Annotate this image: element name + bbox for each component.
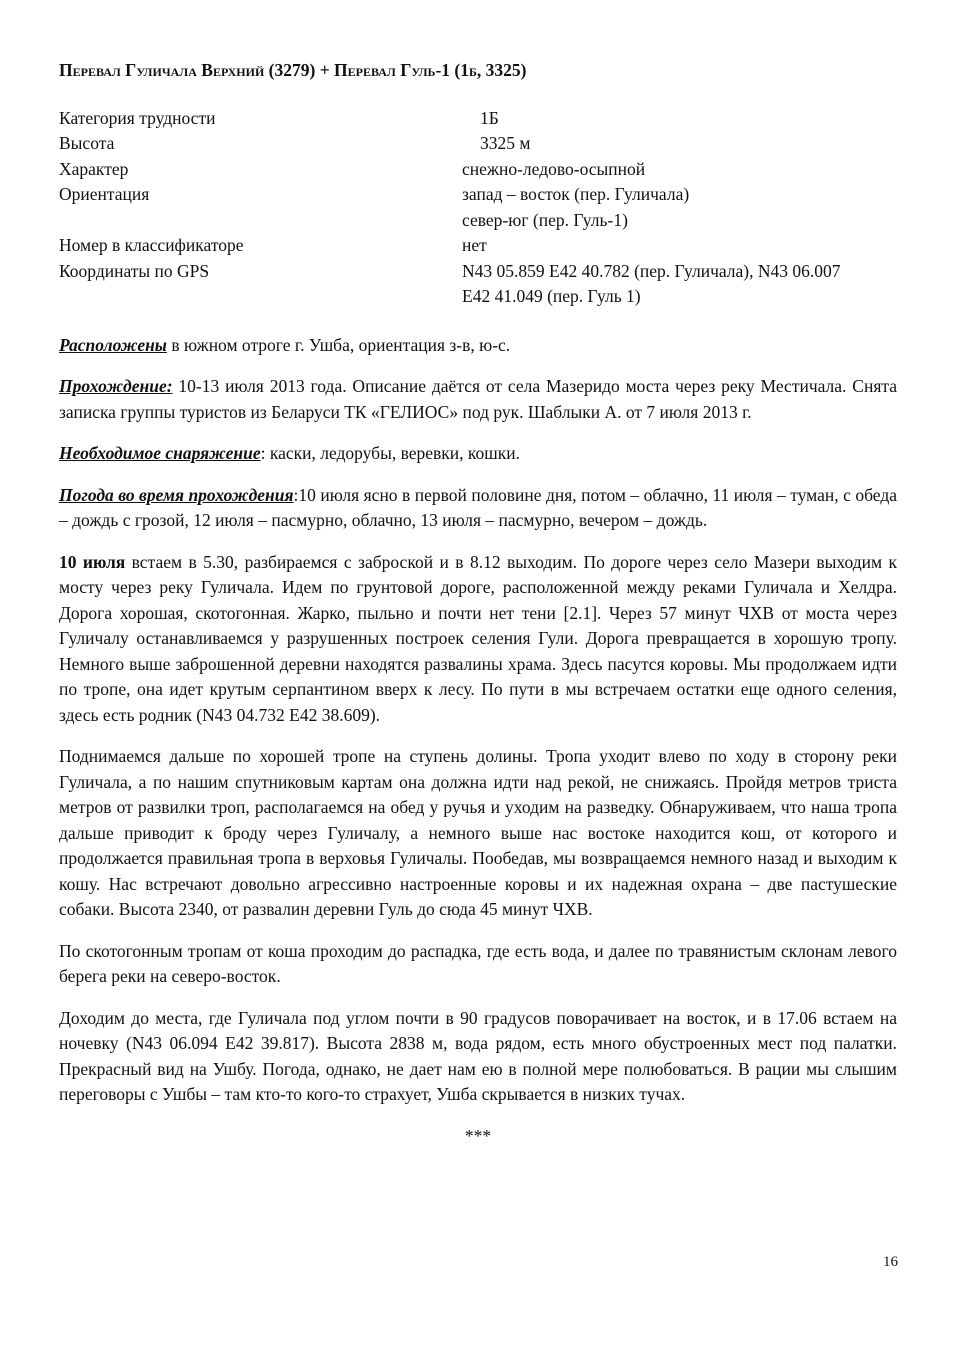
property-row	[59, 259, 897, 310]
body-paragraph: Доходим до места, где Гуличала под углом почти в 90 градусов поворачивает на восток, и в 17.06 встаем на ночевку (N43 06.094 E42 39.817). Высота 2838 м, вода рядом, есть много обустроенных мест под палатки. Прекрасный вид на Ушбу. Погода, однако, не дает нам ею в полной мере полюбоваться. В рации мы слышим переговоры с Ушбы – там кто-то кого-то страхует, Ушба скрывается в низких тучах.	[59, 1007, 897, 1104]
property-row	[59, 182, 897, 233]
passage-paragraph	[59, 374, 897, 425]
passage-heading-colon: :	[166, 376, 173, 396]
equipment-heading: Необходимое снаряжение	[59, 443, 261, 463]
day-paragraph	[59, 550, 897, 729]
property-value	[462, 259, 897, 310]
body-paragraph: По скотогонным тропам от коша проходим до распадка, где есть вода, и далее по травянистым склонам левого берега реки на северо-восток.	[59, 940, 897, 986]
document-body	[59, 58, 897, 1149]
section-separator: ***	[464, 1125, 492, 1146]
property-value	[462, 182, 897, 233]
properties-table	[59, 106, 897, 310]
location-text: в южном отроге г. Ушба, ориентация з-в, ю-с.	[166, 334, 511, 355]
property-value-line: снежно-ледово-осыпной	[462, 158, 646, 179]
property-label: Характер	[59, 158, 129, 179]
property-value	[462, 233, 897, 259]
property-label: Координаты по GPS	[59, 260, 210, 281]
location-paragraph	[59, 333, 897, 359]
property-label: Ориентация	[59, 184, 150, 204]
property-row	[59, 131, 897, 157]
property-row	[59, 233, 897, 259]
equipment-paragraph	[59, 441, 897, 467]
property-value-line: 1Б	[480, 107, 499, 128]
property-value-line: N43 05.859 E42 40.782 (пер. Гуличала), N43 06.007	[462, 260, 841, 281]
property-value-line: 3325 м	[480, 133, 531, 153]
property-value-line: запад – восток (пер. Гуличала)	[462, 184, 690, 204]
document-title: Перевал Гуличала Верхний (3279) + Перевал Гуль-1 (1б, 3325)	[59, 60, 527, 80]
property-value-line: нет	[462, 235, 487, 255]
property-value	[462, 157, 897, 183]
property-value	[462, 106, 897, 132]
property-row	[59, 157, 897, 183]
day-text: встаем в 5.30, разбираемся с заброской и в 8.12 выходим. По дороге через село Мазери выходим к мосту через реку Гуличала. Идем по грунтовой дороге, расположенной между реками Гуличала и Хелдра. Дорога хорошая, скотогонная. Жарко, пыльно и почти нет тени [2.1]. Через 57 минут ЧХВ от моста через Гуличалу останавливаемся у разрушенных построек селения Гули. Дорога превращается в хорошую тропу. Немного выше заброшенной деревни находятся развалины храма. Здесь пасутся коровы. Мы продолжаем идти по тропе, она идет крутым серпантином вверх к лесу. По пути в мы встречаем остатки еще одного селения, здесь есть родник (N43 04.732 E42 38.609).	[59, 551, 897, 725]
body-paragraph: Поднимаемся дальше по хорошей тропе на ступень долины. Тропа уходит влево по ходу в сторону реки Гуличала, а по нашим спутниковым картам она должна идти над рекой, не снижаясь. Пройдя метров триста метров от развилки троп, располагаемся на обед у ручья и уходим на разведку. Обнаруживаем, что наша тропа дальше приводит к броду через Гуличалу, а немного выше нас востоке находится кош, от которого и продолжается правильная тропа в верховья Гуличалы. Пообедав, мы возвращаемся немного назад и выходим к кошу. Нас встречают довольно агрессивно настроенные коровы и их надежная охрана – две пастушеские собаки. Высота 2340, от развалин деревни Гуль до сюда 45 минут ЧХВ.	[59, 746, 897, 919]
weather-heading: Погода во время прохождения	[59, 484, 294, 505]
page-number: 16	[883, 1254, 898, 1270]
weather-paragraph	[59, 483, 897, 534]
property-value-line: север-юг (пер. Гуль-1)	[462, 209, 628, 230]
weather-text: :10 июля ясно в первой половине дня, потом – облачно, 11 июля – туман, с обеда – дождь с грозой, 12 июля – пасмурно, облачно, 13 июля – пасмурно, вечером – дождь.	[59, 484, 897, 530]
property-label: Номер в классификаторе	[59, 235, 244, 255]
location-heading: Расположены	[59, 334, 167, 355]
property-row	[59, 106, 897, 132]
day-date: 10 июля	[59, 551, 126, 572]
property-label: Категория трудности	[59, 107, 216, 128]
property-value	[462, 131, 897, 157]
passage-text: 10-13 июля 2013 года. Описание даётся от села Мазеридо моста через реку Местичала. Снята записка группы туристов из Беларуси ТК «ГЕЛИОС» под рук. Шаблыки А. от 7 июля 2013 г.	[59, 376, 897, 422]
equipment-text: : каски, ледорубы, веревки, кошки.	[260, 443, 521, 463]
property-value-line: E42 41.049 (пер. Гуль 1)	[462, 286, 641, 306]
passage-heading: Прохождение	[59, 376, 167, 396]
property-label: Высота	[59, 133, 115, 153]
